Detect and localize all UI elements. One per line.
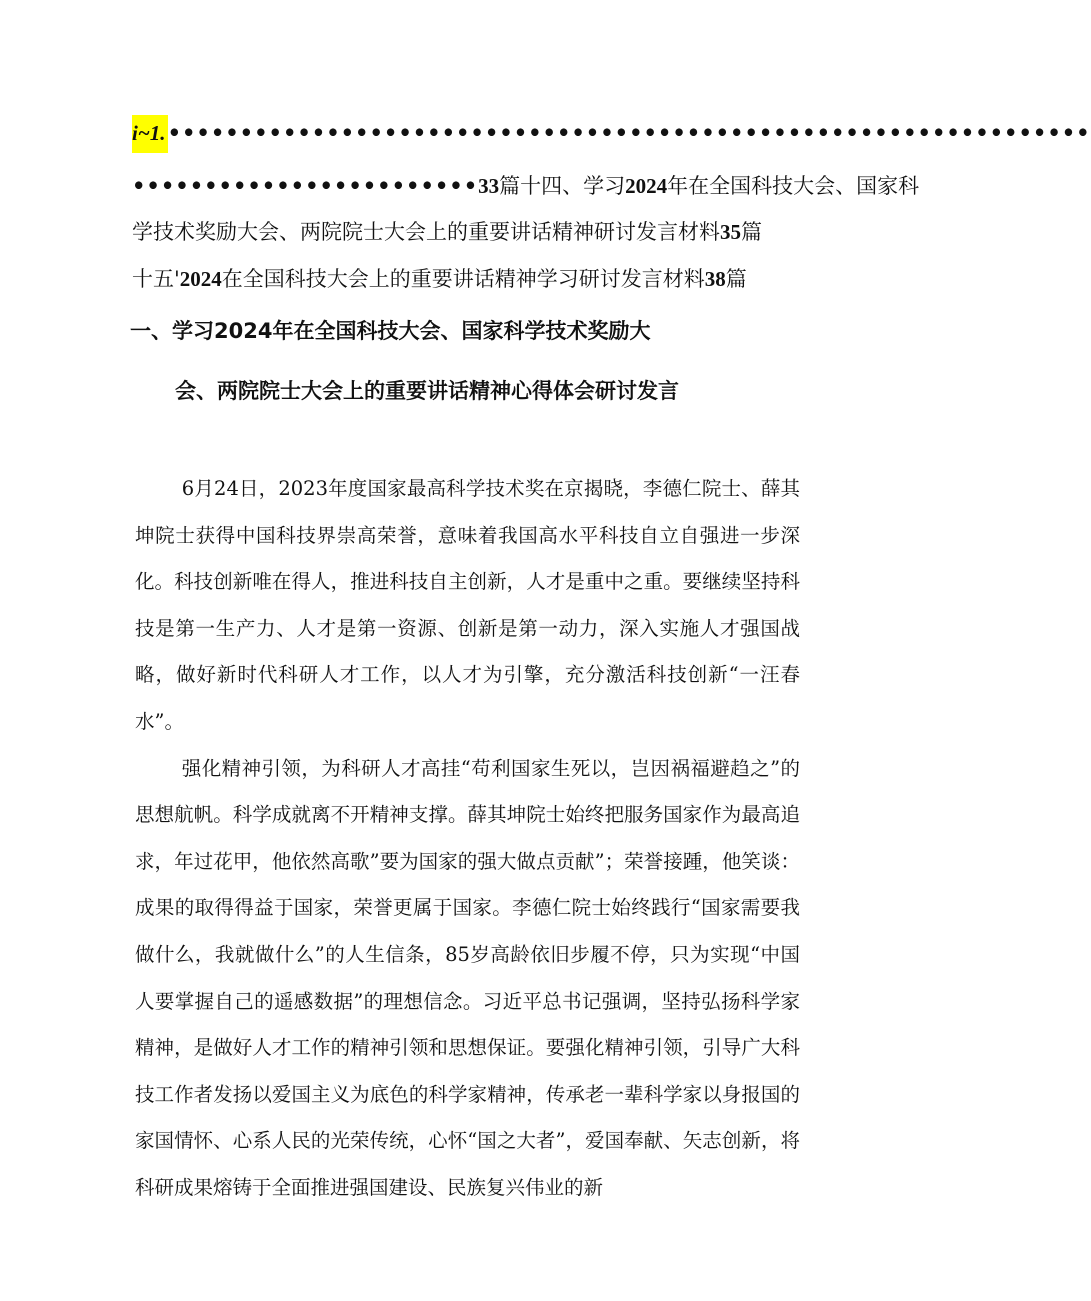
toc-line-3 (132, 219, 792, 245)
toc-line-1 (132, 120, 1091, 146)
highlighted-toc-marker: i~1. (132, 115, 168, 153)
toc-entry-text: 篇 (741, 220, 762, 244)
toc-entry-text: 篇 (725, 267, 747, 291)
toc-page-number: 35 (720, 220, 741, 244)
paragraph: 强化精神引领，为科研人才高挂“苟利国家生死以，岂因祸福避趋之”的思想航帆。科学成就离不开精神支撑。薛其坤院士始终把服务国家作为最高追求，年过花甲，他依然高歌”要为国家的强大做点贡献”；荣誉接踵，他笑谈：成果的取得得益于国家，荣誉更属于国家。李德仁院士始终践行“国家需要我做什么，我就做什么”的人生信条，85岁高龄依旧步履不停，只为实现“中国人要掌握自己的遥感数据”的理想信念。习近平总书记强调，坚持弘扬科学家精神，是做好人才工作的精神引领和思想保证。要强化精神引领，引导广大科技工作者发扬以爱国主义为底色的科学家精神，传承老一辈科学家以身报国的家国情怀、心系人民的光荣传统，心怀“国之大者”，爱国奉献、矢志创新，将科研成果熔铸于全面推进强国建设、民族复兴伟业的新 (135, 756, 800, 1199)
body-text (135, 466, 800, 1212)
paragraph: 6月24日，2023年度国家最高科学技术奖在京揭晓，李德仁院士、薛其坤院士获得中国科技界崇高荣誉，意味着我国高水平科技自立自强进一步深化。科技创新唯在得人，推进科技自主创新，人才是重中之重。要继续坚持科技是第一生产力、人才是第一资源、创新是第一动力，深入实施人才强国战略，做好新时代科研人才工作，以人才为引擎，充分激活科技创新“一汪春水”。 (135, 477, 800, 733)
section-heading-line-2: 会、两院院士大会上的重要讲话精神心得体会研讨发言 (175, 379, 679, 403)
toc-entry-text: 在全国科技大会上的重要讲话精神学习研讨发言材料 (221, 267, 705, 291)
toc-entry-text: 十五' (132, 267, 180, 291)
toc-year: 2024 (625, 174, 668, 198)
toc-line-2 (132, 173, 920, 199)
toc-entry-text: 年在全国科技大会、国家科 (667, 174, 920, 198)
toc-entry-text: 篇十四、学习 (499, 174, 626, 198)
toc-entry-text: 学技术奖励大会、两院院士大会上的重要讲话精神研讨发言材料 (132, 220, 720, 244)
toc-page-number: 33 (478, 174, 500, 198)
toc-year: 2024 (179, 267, 222, 291)
toc-leader-dots: •••••••••••••••••••••••• (132, 173, 479, 198)
section-heading-line-1: 一、学习2024年在全国科技大会、国家科学技术奖励大 (130, 319, 651, 343)
toc-line-4 (132, 266, 792, 292)
toc-page-number: 38 (704, 267, 726, 291)
toc-leader-dots: •••••••••••••••••••••••••••••••••••••••••••••••••••••••••••••••• (167, 120, 1091, 145)
